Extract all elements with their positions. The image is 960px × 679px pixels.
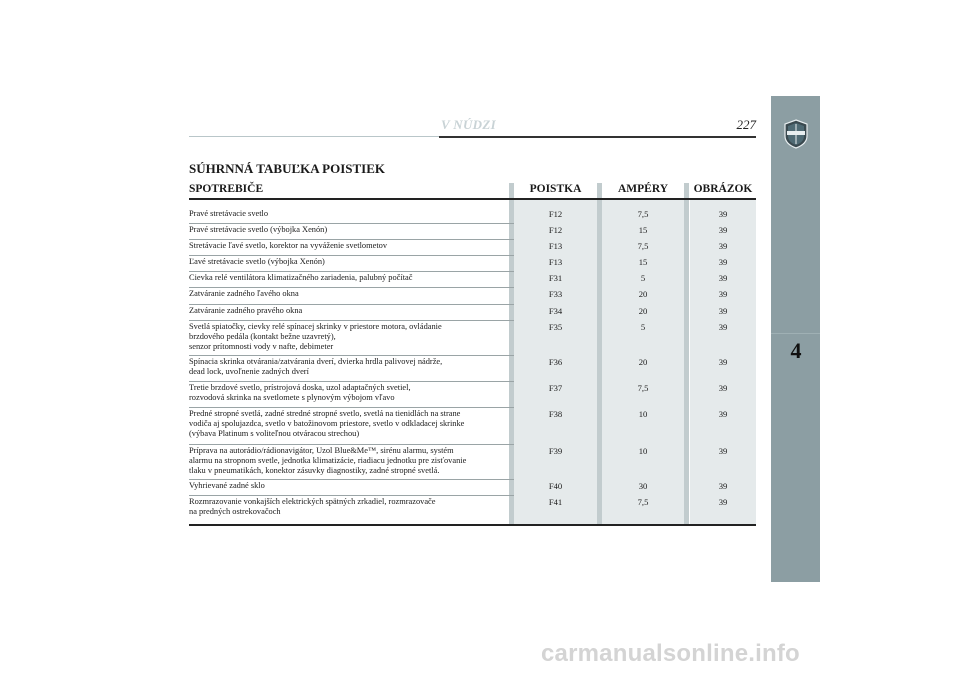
fuse-cell: F13 xyxy=(548,257,563,267)
row-separator xyxy=(189,271,514,272)
consumer-description xyxy=(189,273,509,283)
row-separator xyxy=(189,255,514,256)
chapter-number: 4 xyxy=(790,338,802,363)
description-line: Svetlá spiatočky, cievky relé spínacej skrinky v priestore motora, ovládanie xyxy=(189,322,442,331)
consumer-description xyxy=(189,409,509,439)
consumer-description xyxy=(189,289,509,299)
consumer-description xyxy=(189,383,509,403)
amps-cell: 15 xyxy=(638,257,648,267)
description-line: Stretávacie ľavé svetlo, korektor na vyváženie svetlometov xyxy=(189,241,388,250)
amps-cell: 5 xyxy=(640,322,646,332)
row-separator xyxy=(189,407,514,408)
description-line: Pravé stretávacie svetlo xyxy=(189,209,269,218)
fuse-cell: F34 xyxy=(548,306,563,316)
description-line: vodiča aj spolujazdca, svetlo v batožinovom priestore, svetlo v odkladacej skrinke xyxy=(189,419,465,428)
column-header-figure: OBRÁZOK xyxy=(693,183,753,195)
fuse-cell: F35 xyxy=(548,322,563,332)
description-line: na predných ostrekovačoch xyxy=(189,507,281,516)
figure-cell: 39 xyxy=(718,497,728,507)
consumer-description xyxy=(189,357,509,377)
consumer-description xyxy=(189,481,509,491)
description-line: (výbava Platinum s voliteľnou otváracou strechou) xyxy=(189,429,360,438)
consumer-description xyxy=(189,257,509,267)
amps-cell: 20 xyxy=(638,306,648,316)
chapter-divider xyxy=(771,333,820,334)
column-header-amps: AMPÉRY xyxy=(617,183,669,195)
figure-cell: 39 xyxy=(718,481,728,491)
consumer-description xyxy=(189,241,509,251)
figure-cell: 39 xyxy=(718,409,728,419)
column-edge xyxy=(684,183,689,524)
fuse-cell: F40 xyxy=(548,481,563,491)
description-line: Tretie brzdové svetlo, prístrojová doska, uzol adaptačných svetiel, xyxy=(189,383,411,392)
row-separator xyxy=(189,381,514,382)
fuse-cell: F12 xyxy=(548,225,563,235)
consumer-description xyxy=(189,209,509,219)
row-separator xyxy=(189,320,514,321)
figure-cell: 39 xyxy=(718,241,728,251)
amps-cell: 10 xyxy=(638,409,648,419)
figure-cell: 39 xyxy=(718,257,728,267)
figure-cell: 39 xyxy=(718,322,728,332)
section-title: V NÚDZI xyxy=(441,117,496,132)
description-line: Vyhrievané zadné sklo xyxy=(189,481,265,490)
consumer-description xyxy=(189,306,509,316)
consumer-description xyxy=(189,322,509,352)
row-separator xyxy=(189,444,514,445)
fuse-cell: F12 xyxy=(548,209,563,219)
figure-cell: 39 xyxy=(718,273,728,283)
description-line: Pravé stretávacie svetlo (výbojka Xenón) xyxy=(189,225,328,234)
header-rule-accent xyxy=(439,136,756,138)
fuse-cell: F39 xyxy=(548,446,563,456)
consumer-description xyxy=(189,225,509,235)
amps-cell: 15 xyxy=(638,225,648,235)
fuse-cell: F36 xyxy=(548,357,563,367)
description-line: Zatváranie zadného pravého okna xyxy=(189,306,303,315)
row-separator xyxy=(189,355,514,356)
row-separator xyxy=(189,304,514,305)
figure-cell: 39 xyxy=(718,357,728,367)
figure-cell: 39 xyxy=(718,383,728,393)
amps-cell: 20 xyxy=(638,357,648,367)
amps-cell: 7,5 xyxy=(637,209,649,219)
amps-cell: 7,5 xyxy=(637,497,649,507)
table-header-rule xyxy=(189,198,756,200)
row-separator xyxy=(189,223,514,224)
amps-cell: 10 xyxy=(638,446,648,456)
row-separator xyxy=(189,495,514,496)
consumer-description xyxy=(189,497,509,517)
figure-cell: 39 xyxy=(718,225,728,235)
amps-cell: 30 xyxy=(638,481,648,491)
table-title: SÚHRNNÁ TABUĽKA POISTIEK xyxy=(189,161,386,176)
consumer-description xyxy=(189,446,509,476)
description-line: Ľavé stretávacie svetlo (výbojka Xenón) xyxy=(189,257,325,266)
figure-cell: 39 xyxy=(718,289,728,299)
amps-cell: 7,5 xyxy=(637,241,649,251)
description-line: Predné stropné svetlá, zadné stredné stropné svetlo, svetlá na tienidlách na strane xyxy=(189,409,461,418)
fuse-cell: F41 xyxy=(548,497,563,507)
description-line: rozvodová skrinka na svetlomete s plynovým výbojom vľavo xyxy=(189,393,395,402)
row-separator xyxy=(189,479,514,480)
description-line: dead lock, uvoľnenie zadných dverí xyxy=(189,367,309,376)
lancia-logo-icon xyxy=(783,119,809,149)
description-line: Cievka relé ventilátora klimatizačného zariadenia, palubný počítač xyxy=(189,273,413,282)
table-bottom-rule xyxy=(189,524,756,526)
fuse-cell: F13 xyxy=(548,241,563,251)
amps-cell: 20 xyxy=(638,289,648,299)
figure-cell: 39 xyxy=(718,306,728,316)
fuse-cell: F31 xyxy=(548,273,563,283)
row-separator xyxy=(189,239,514,240)
description-line: Príprava na autorádio/rádionavigátor, Uzol Blue&Me™, sirénu alarmu, systém xyxy=(189,446,454,455)
amps-cell: 5 xyxy=(640,273,646,283)
description-line: Rozmrazovanie vonkajších elektrických spätných zrkadiel, rozmrazovače xyxy=(189,497,436,506)
figure-cell: 39 xyxy=(718,209,728,219)
description-line: senzor prítomnosti vody v nafte, debimeter xyxy=(189,342,334,351)
column-header-consumers: SPOTREBIČE xyxy=(189,183,264,195)
description-line: Spínacia skrinka otvárania/zatvárania dverí, dvierka hrdla palivovej nádrže, xyxy=(189,357,443,366)
amps-cell: 7,5 xyxy=(637,383,649,393)
watermark: carmanualsonline.info xyxy=(541,640,800,667)
fuse-cell: F33 xyxy=(548,289,563,299)
fuse-cell: F38 xyxy=(548,409,563,419)
description-line: alarmu na stropnom svetle, jednotka klimatizácie, riadiacu jednotku pre zisťovanie xyxy=(189,456,467,465)
description-line: brzdového pedála (kontakt bežne uzavretý), xyxy=(189,332,336,341)
page-number: 227 xyxy=(736,117,756,132)
figure-cell: 39 xyxy=(718,446,728,456)
row-separator xyxy=(189,287,514,288)
description-line: tlaku v pneumatikách, konektor zásuvky diagnostiky, zadné stropné svetlá. xyxy=(189,466,440,475)
description-line: Zatváranie zadného ľavého okna xyxy=(189,289,299,298)
column-header-fuse: POISTKA xyxy=(529,183,582,195)
fuse-cell: F37 xyxy=(548,383,563,393)
